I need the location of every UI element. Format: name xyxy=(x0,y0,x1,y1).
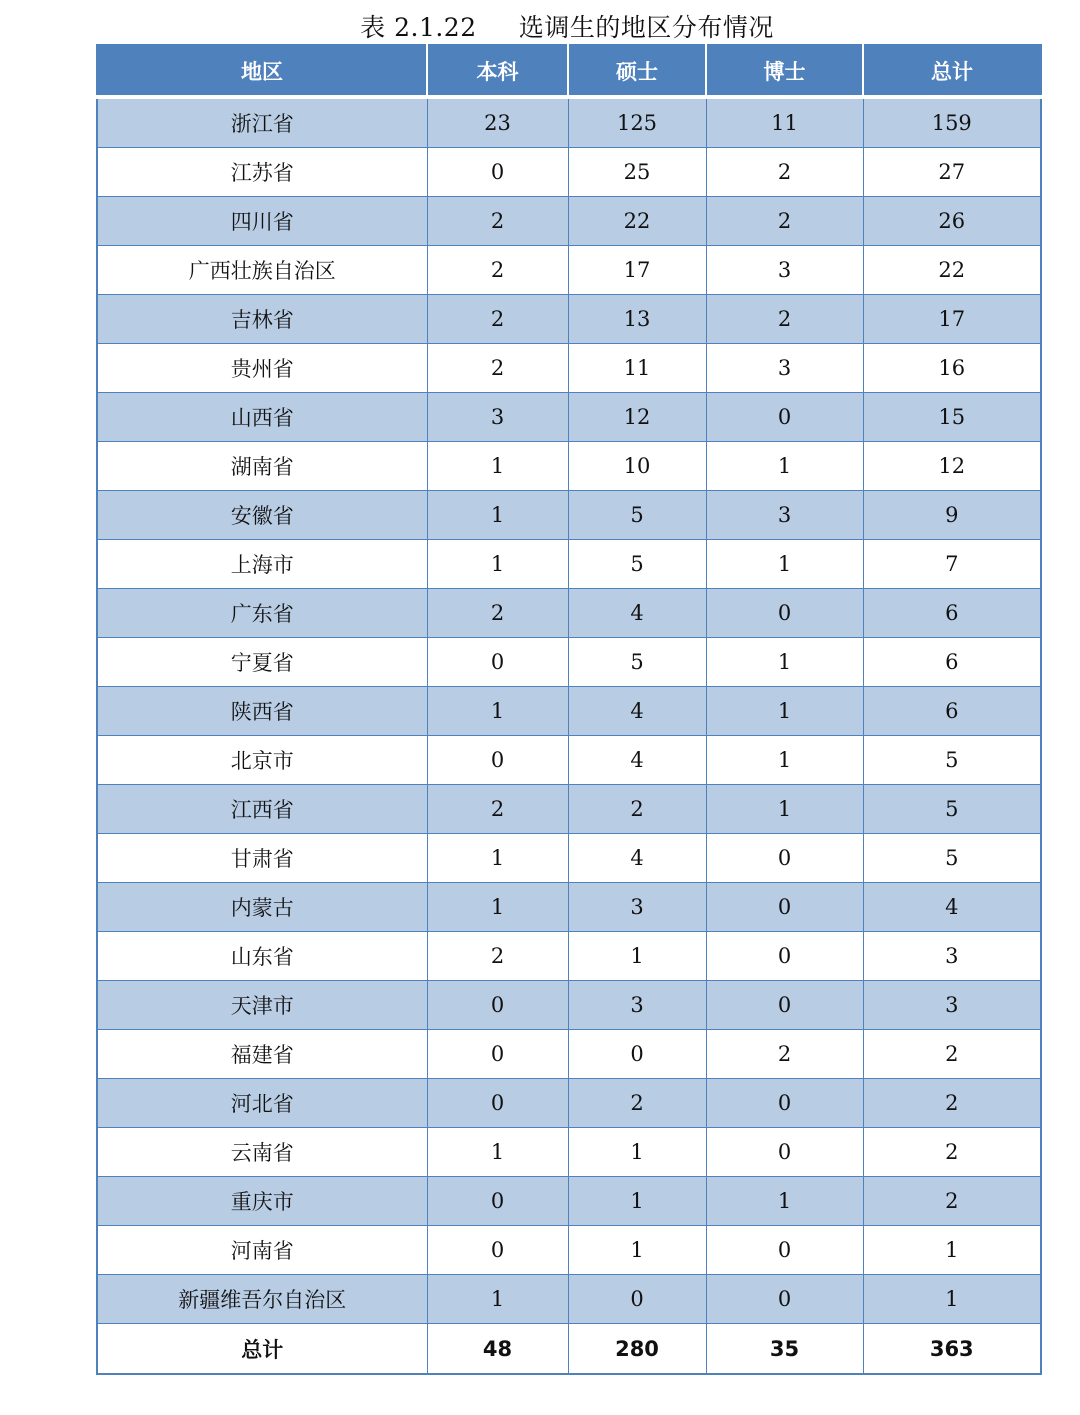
total-cell: 1 xyxy=(863,1275,1041,1324)
total-cell: 6 xyxy=(863,589,1041,638)
master-cell: 10 xyxy=(568,442,706,491)
header-region: 地区 xyxy=(97,45,427,97)
table-row xyxy=(97,246,1041,295)
table-row xyxy=(97,491,1041,540)
total-cell: 2 xyxy=(863,1030,1041,1079)
master-cell: 5 xyxy=(568,491,706,540)
bachelor-cell: 0 xyxy=(427,736,568,785)
master-cell: 11 xyxy=(568,344,706,393)
total-cell: 22 xyxy=(863,246,1041,295)
region-cell: 宁夏省 xyxy=(97,638,427,687)
master-cell: 3 xyxy=(568,981,706,1030)
total-sum: 363 xyxy=(863,1324,1041,1375)
bachelor-cell: 1 xyxy=(427,491,568,540)
table-row xyxy=(97,1226,1041,1275)
doctor-cell: 0 xyxy=(706,1079,863,1128)
master-cell: 0 xyxy=(568,1030,706,1079)
doctor-cell: 3 xyxy=(706,491,863,540)
master-cell: 4 xyxy=(568,834,706,883)
region-cell: 陕西省 xyxy=(97,687,427,736)
total-cell: 5 xyxy=(863,834,1041,883)
master-cell: 4 xyxy=(568,736,706,785)
table-row xyxy=(97,1128,1041,1177)
table-caption xyxy=(0,8,1080,44)
table-row xyxy=(97,981,1041,1030)
table-row xyxy=(97,1177,1041,1226)
master-cell: 17 xyxy=(568,246,706,295)
doctor-cell: 0 xyxy=(706,932,863,981)
total-cell: 12 xyxy=(863,442,1041,491)
total-cell: 6 xyxy=(863,687,1041,736)
region-cell: 贵州省 xyxy=(97,344,427,393)
master-cell: 1 xyxy=(568,1177,706,1226)
table-row xyxy=(97,540,1041,589)
master-cell: 3 xyxy=(568,883,706,932)
doctor-cell: 0 xyxy=(706,589,863,638)
master-cell: 1 xyxy=(568,932,706,981)
bachelor-cell: 1 xyxy=(427,687,568,736)
table-row xyxy=(97,393,1041,442)
region-cell: 北京市 xyxy=(97,736,427,785)
total-cell: 5 xyxy=(863,736,1041,785)
master-cell: 4 xyxy=(568,687,706,736)
total-cell: 6 xyxy=(863,638,1041,687)
doctor-cell: 1 xyxy=(706,785,863,834)
table-row xyxy=(97,295,1041,344)
master-cell: 2 xyxy=(568,1079,706,1128)
bachelor-cell: 3 xyxy=(427,393,568,442)
doctor-cell: 11 xyxy=(706,97,863,148)
master-cell: 0 xyxy=(568,1275,706,1324)
doctor-cell: 1 xyxy=(706,687,863,736)
table-row xyxy=(97,1275,1041,1324)
table-row xyxy=(97,834,1041,883)
region-cell: 湖南省 xyxy=(97,442,427,491)
region-cell: 河南省 xyxy=(97,1226,427,1275)
doctor-cell: 0 xyxy=(706,393,863,442)
master-cell: 125 xyxy=(568,97,706,148)
region-cell: 吉林省 xyxy=(97,295,427,344)
bachelor-cell: 2 xyxy=(427,246,568,295)
total-row xyxy=(97,1324,1041,1375)
region-cell: 山西省 xyxy=(97,393,427,442)
total-cell: 27 xyxy=(863,148,1041,197)
region-cell: 安徽省 xyxy=(97,491,427,540)
region-cell: 天津市 xyxy=(97,981,427,1030)
region-cell: 内蒙古 xyxy=(97,883,427,932)
doctor-cell: 0 xyxy=(706,1128,863,1177)
total-cell: 159 xyxy=(863,97,1041,148)
table-row xyxy=(97,1030,1041,1079)
header-doctor: 博士 xyxy=(706,45,863,97)
master-cell: 25 xyxy=(568,148,706,197)
header-total: 总计 xyxy=(863,45,1041,97)
region-distribution-table xyxy=(96,44,1042,1375)
table-row xyxy=(97,883,1041,932)
region-cell: 四川省 xyxy=(97,197,427,246)
table-row xyxy=(97,442,1041,491)
master-cell: 22 xyxy=(568,197,706,246)
region-cell: 山东省 xyxy=(97,932,427,981)
total-cell: 26 xyxy=(863,197,1041,246)
total-cell: 15 xyxy=(863,393,1041,442)
doctor-cell: 1 xyxy=(706,638,863,687)
bachelor-cell: 2 xyxy=(427,932,568,981)
master-cell: 5 xyxy=(568,638,706,687)
doctor-cell: 0 xyxy=(706,981,863,1030)
total-cell: 17 xyxy=(863,295,1041,344)
table-row xyxy=(97,638,1041,687)
total-cell: 3 xyxy=(863,981,1041,1030)
total-cell: 4 xyxy=(863,883,1041,932)
region-cell: 广西壮族自治区 xyxy=(97,246,427,295)
bachelor-cell: 1 xyxy=(427,883,568,932)
bachelor-cell: 1 xyxy=(427,540,568,589)
doctor-cell: 0 xyxy=(706,1275,863,1324)
bachelor-cell: 0 xyxy=(427,981,568,1030)
table-row xyxy=(97,589,1041,638)
region-cell: 重庆市 xyxy=(97,1177,427,1226)
master-cell: 5 xyxy=(568,540,706,589)
table-row xyxy=(97,97,1041,148)
bachelor-cell: 1 xyxy=(427,1128,568,1177)
bachelor-cell: 0 xyxy=(427,1177,568,1226)
bachelor-cell: 2 xyxy=(427,785,568,834)
total-cell: 16 xyxy=(863,344,1041,393)
doctor-cell: 1 xyxy=(706,540,863,589)
master-cell: 1 xyxy=(568,1226,706,1275)
table-title: 选调生的地区分布情况 xyxy=(518,13,774,42)
doctor-cell: 1 xyxy=(706,736,863,785)
doctor-cell: 2 xyxy=(706,295,863,344)
bachelor-cell: 0 xyxy=(427,1226,568,1275)
master-cell: 1 xyxy=(568,1128,706,1177)
table-body xyxy=(97,97,1041,1324)
table-number: 表 2.1.22 xyxy=(360,13,477,42)
total-cell: 3 xyxy=(863,932,1041,981)
region-cell: 上海市 xyxy=(97,540,427,589)
table-row xyxy=(97,736,1041,785)
bachelor-cell: 0 xyxy=(427,148,568,197)
doctor-cell: 2 xyxy=(706,1030,863,1079)
region-cell: 浙江省 xyxy=(97,97,427,148)
doctor-cell: 2 xyxy=(706,148,863,197)
region-cell: 河北省 xyxy=(97,1079,427,1128)
total-cell: 2 xyxy=(863,1079,1041,1128)
header-master: 硕士 xyxy=(568,45,706,97)
bachelor-cell: 0 xyxy=(427,638,568,687)
region-cell: 广东省 xyxy=(97,589,427,638)
region-cell: 云南省 xyxy=(97,1128,427,1177)
table-row xyxy=(97,344,1041,393)
total-cell: 2 xyxy=(863,1128,1041,1177)
doctor-cell: 3 xyxy=(706,344,863,393)
doctor-cell: 2 xyxy=(706,197,863,246)
bachelor-cell: 2 xyxy=(427,197,568,246)
header-bachelor: 本科 xyxy=(427,45,568,97)
bachelor-cell: 1 xyxy=(427,1275,568,1324)
table-row xyxy=(97,197,1041,246)
total-cell: 2 xyxy=(863,1177,1041,1226)
doctor-cell: 3 xyxy=(706,246,863,295)
bachelor-cell: 0 xyxy=(427,1079,568,1128)
doctor-cell: 0 xyxy=(706,1226,863,1275)
bachelor-cell: 1 xyxy=(427,834,568,883)
bachelor-cell: 23 xyxy=(427,97,568,148)
region-cell: 甘肃省 xyxy=(97,834,427,883)
doctor-cell: 0 xyxy=(706,834,863,883)
table-row xyxy=(97,148,1041,197)
total-label: 总计 xyxy=(97,1324,427,1375)
region-cell: 福建省 xyxy=(97,1030,427,1079)
region-cell: 新疆维吾尔自治区 xyxy=(97,1275,427,1324)
total-master: 280 xyxy=(568,1324,706,1375)
master-cell: 2 xyxy=(568,785,706,834)
total-cell: 9 xyxy=(863,491,1041,540)
total-cell: 1 xyxy=(863,1226,1041,1275)
bachelor-cell: 2 xyxy=(427,295,568,344)
region-cell: 江苏省 xyxy=(97,148,427,197)
total-bachelor: 48 xyxy=(427,1324,568,1375)
master-cell: 4 xyxy=(568,589,706,638)
master-cell: 13 xyxy=(568,295,706,344)
doctor-cell: 1 xyxy=(706,1177,863,1226)
table-row xyxy=(97,1079,1041,1128)
doctor-cell: 1 xyxy=(706,442,863,491)
master-cell: 12 xyxy=(568,393,706,442)
table-row xyxy=(97,687,1041,736)
bachelor-cell: 2 xyxy=(427,344,568,393)
table-row xyxy=(97,785,1041,834)
table-row xyxy=(97,932,1041,981)
total-cell: 5 xyxy=(863,785,1041,834)
doctor-cell: 0 xyxy=(706,883,863,932)
bachelor-cell: 2 xyxy=(427,589,568,638)
bachelor-cell: 0 xyxy=(427,1030,568,1079)
region-cell: 江西省 xyxy=(97,785,427,834)
total-doctor: 35 xyxy=(706,1324,863,1375)
total-cell: 7 xyxy=(863,540,1041,589)
header-row xyxy=(97,45,1041,97)
bachelor-cell: 1 xyxy=(427,442,568,491)
